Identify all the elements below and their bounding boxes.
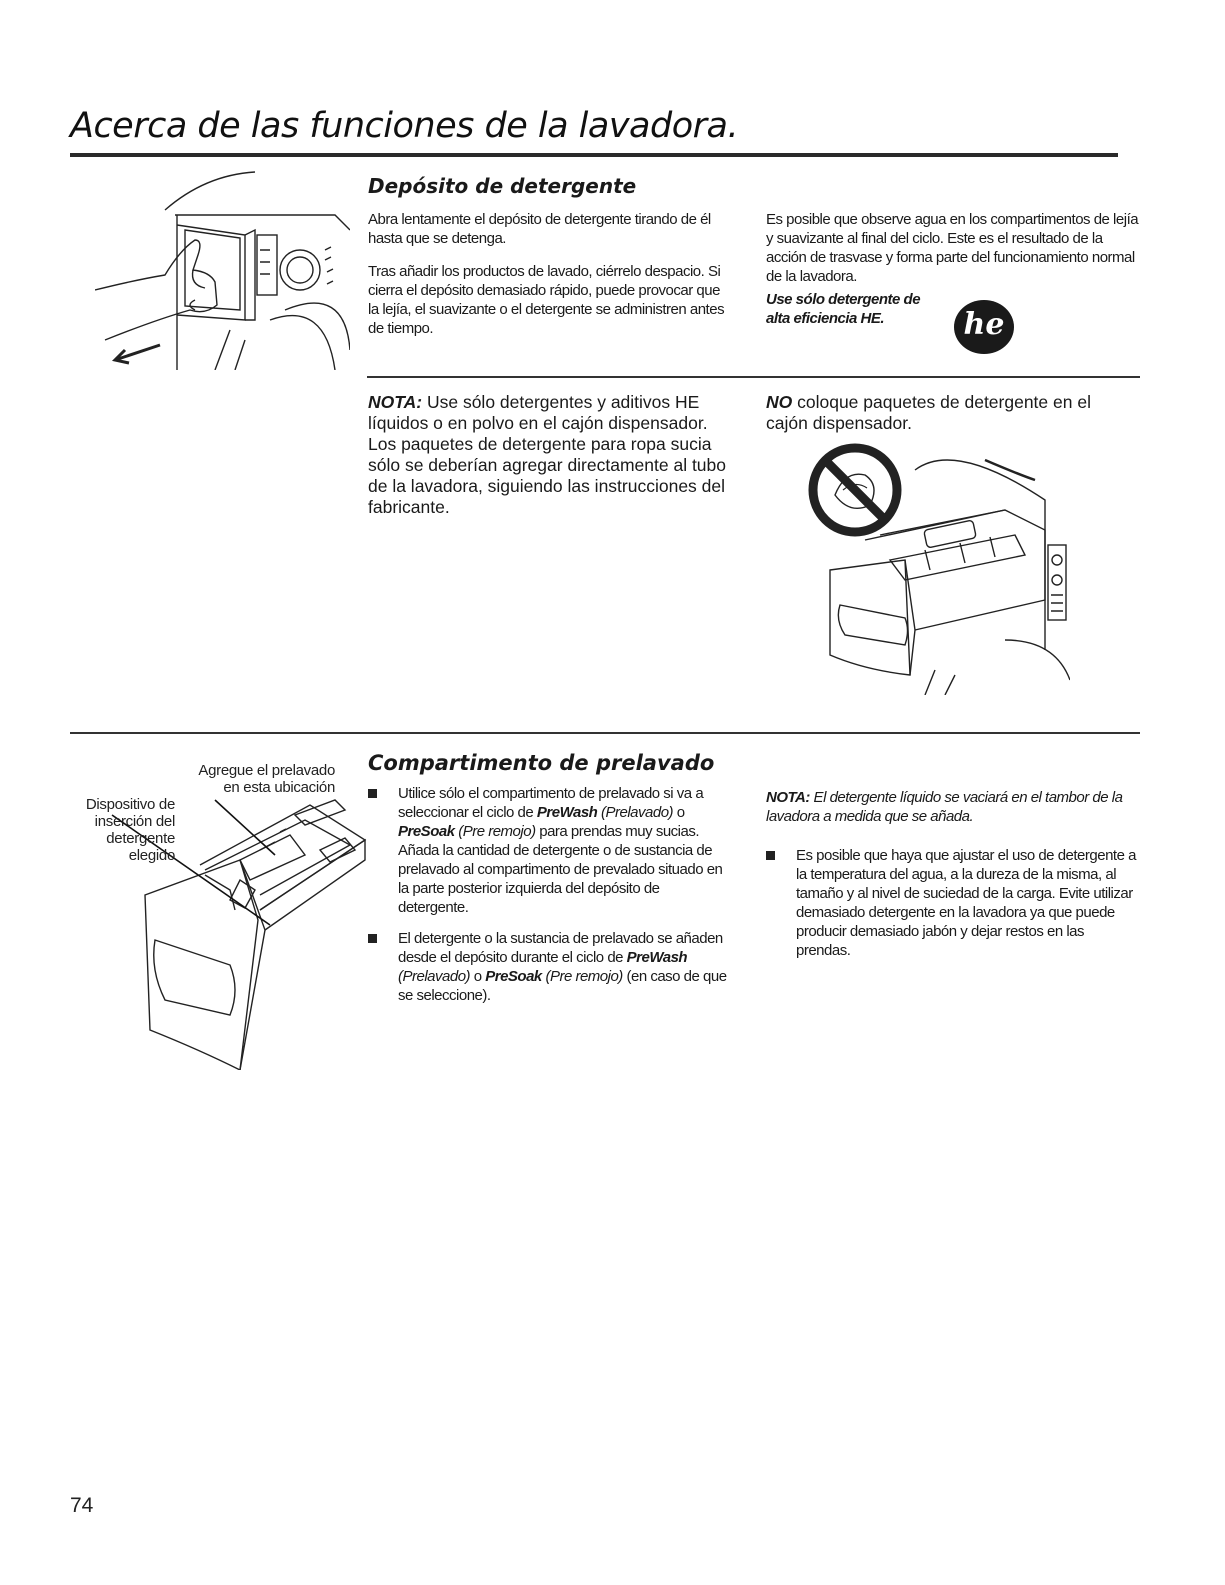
note-body: Use sólo detergentes y aditivos HE líquidos o en polvo en el cajón dispensador. Los paquetes de detergente para ropa sucia sólo se deberían agregar directamente al tubo de la lavadora, siguiendo las instrucciones del fabricante.: [368, 392, 727, 517]
callout-prewash-line-1: Agregue el prelavado: [198, 762, 335, 779]
callout-dispenser-line-4: elegido: [128, 847, 175, 864]
prewash-term: PreWash: [626, 949, 688, 966]
callout-dispenser-line-1: Dispositivo de: [85, 796, 175, 813]
prewash-heading: Compartimento de prelavado: [368, 751, 715, 775]
callout-prewash-line-2: en esta ubicación: [223, 779, 335, 796]
detergent-usage-bullets: [766, 846, 1136, 972]
callout-dispenser-line-2: inserción del: [94, 813, 175, 830]
liquid-detergent-note: [766, 788, 1146, 826]
callout-prewash-location: [170, 762, 335, 796]
detergent-heading: Depósito de detergente: [368, 174, 637, 198]
prewash-term: PreWash: [536, 804, 598, 821]
he-logo: he: [954, 300, 1014, 354]
prewash-bullets: [368, 784, 730, 1017]
no-label: NO: [766, 392, 793, 412]
detergent-right-para: Es posible que observe agua en los compartimentos de lejía y suavizante al final del ciclo. Este es el resultado de la acción de trasvase y forma parte del funcionamiento normal de la lavadora.: [766, 211, 1139, 285]
presoak-term: PreSoak: [398, 823, 455, 840]
page-number: 74: [70, 1494, 94, 1517]
callout-dispenser-insert: [60, 796, 175, 864]
no-pods-body: coloque paquetes de detergente en el cajón dispensador.: [766, 392, 1091, 433]
prewash-bullet-1: Utilice sólo el compartimento de prelavado si va a seleccionar el ciclo de PreWash (Prelavado) o PreSoak (Pre remojo) para prendas muy sucias. Añada la cantidad de detergente o de sustancia de prelavado al compartimento de prevalado situado en la parte posterior izquierda del depósito de detergente.: [368, 784, 730, 917]
presoak-term: PreSoak: [485, 968, 542, 985]
he-notice-line-2: alta eficiencia HE.: [766, 310, 885, 327]
callout-dispenser-line-3: detergente: [106, 830, 175, 847]
page-title: Acerca de las funciones de la lavadora.: [70, 106, 739, 146]
detergent-para-1: Abra lentamente el depósito de detergente tirando de él hasta que se detenga.: [368, 211, 711, 247]
prewash-bullet-2: El detergente o la sustancia de prelavado se añaden desde el depósito durante el ciclo de PreWash (Prelavado) o PreSoak (Pre remojo) (en caso de que se seleccione).: [368, 929, 730, 1005]
prewash-location-pointer: [215, 800, 275, 855]
detergent-para-2: Tras añadir los productos de lavado, ciérrelo despacio. Si cierra el depósito demasiado rápido, puede provocar que la lejía, el suavizante o el detergente se administren antes de tiempo.: [368, 263, 725, 337]
note-label: NOTA:: [368, 392, 423, 412]
note-2-body: El detergente líquido se vaciará en el tambor de la lavadora a medida que se añada.: [766, 789, 1123, 825]
detergent-usage-bullet: Es posible que haya que ajustar el uso de detergente a la temperatura del agua, a la dureza de la misma, al tamaño y al nivel de suciedad de la carga. Evite utilizar demasiado detergente en la lavadora ya que puede producir demasiado jabón y dejar restos en las prendas.: [766, 846, 1136, 960]
note-2-label: NOTA:: [766, 789, 810, 806]
he-notice-line-1: Use sólo detergente de: [766, 291, 921, 308]
